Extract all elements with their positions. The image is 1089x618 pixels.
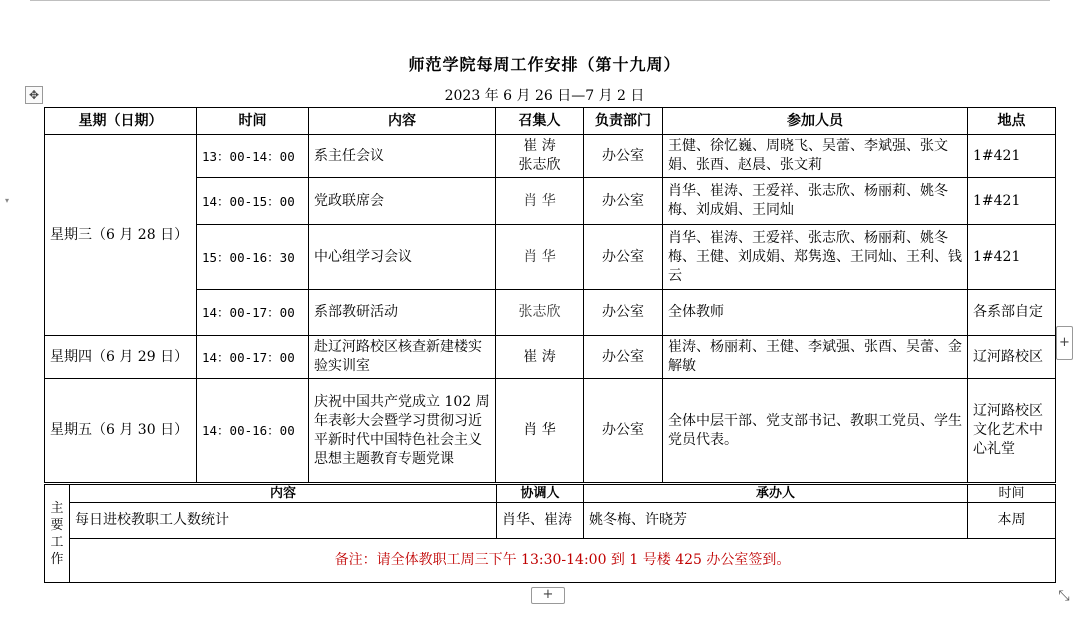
- table-row: [45, 178, 1056, 225]
- time-cell[interactable]: 14：00-17：00: [197, 336, 309, 379]
- convener-cell[interactable]: 崔 涛: [496, 336, 584, 379]
- note-row: [45, 539, 1056, 583]
- work-header-time: 时间: [968, 485, 1056, 503]
- convener-cell[interactable]: 肖 华: [496, 178, 584, 225]
- convener-cell[interactable]: 崔 涛 张志欣: [496, 135, 584, 178]
- note-cell[interactable]: 备注：请全体教职工周三下午 13:30-14:00 到 1 号楼 425 办公室签到。: [70, 539, 1056, 583]
- header-time: 时间: [197, 108, 309, 135]
- day-cell[interactable]: 星期五（6 月 30 日）: [45, 379, 197, 483]
- table-row: [45, 135, 1056, 178]
- time-cell[interactable]: 14：00-16：00: [197, 379, 309, 483]
- schedule-header-row: [45, 108, 1056, 135]
- content-cell[interactable]: 系部教研活动: [309, 290, 496, 336]
- convener-cell[interactable]: 肖 华: [496, 379, 584, 483]
- time-cell[interactable]: 14：00-15：00: [197, 178, 309, 225]
- add-row-button[interactable]: +: [531, 587, 565, 604]
- main-work-label: [45, 485, 70, 583]
- table-row: [45, 225, 1056, 290]
- participants-cell[interactable]: 崔涛、杨丽莉、王健、李斌强、张酉、吴蕾、金解敏: [663, 336, 968, 379]
- participants-cell[interactable]: 肖华、崔涛、王爱祥、张志欣、杨丽莉、姚冬梅、刘成娟、王同灿: [663, 178, 968, 225]
- header-convener: 召集人: [496, 108, 584, 135]
- participants-cell[interactable]: 全体教师: [663, 290, 968, 336]
- time-cell[interactable]: 13：00-14：00: [197, 135, 309, 178]
- work-handler-cell[interactable]: 姚冬梅、许晓芳: [584, 503, 968, 539]
- content-cell[interactable]: 赴辽河路校区核查新建楼实验实训室: [309, 336, 496, 379]
- table-row: [45, 290, 1056, 336]
- content-cell[interactable]: 中心组学习会议: [309, 225, 496, 290]
- document-date-range: 2023 年 6 月 26 日—7 月 2 日: [444, 88, 645, 104]
- document-title: 师范学院每周工作安排（第十九周）: [408, 55, 681, 74]
- main-work-table: [44, 484, 1056, 583]
- convener-cell[interactable]: 张志欣: [496, 290, 584, 336]
- content-cell[interactable]: 党政联席会: [309, 178, 496, 225]
- dept-cell[interactable]: 办公室: [584, 225, 663, 290]
- table-row: [45, 336, 1056, 379]
- work-content-cell[interactable]: 每日进校教职工人数统计: [70, 503, 497, 539]
- header-participants: 参加人员: [663, 108, 968, 135]
- dept-cell[interactable]: 办公室: [584, 135, 663, 178]
- convener-cell[interactable]: 肖 华: [496, 225, 584, 290]
- content-cell[interactable]: 庆祝中国共产党成立 102 周年表彰大会暨学习贯彻习近平新时代中国特色社会主义思想主题教育专题党课: [309, 379, 496, 483]
- location-cell[interactable]: 1#421: [968, 178, 1056, 225]
- work-time-cell[interactable]: 本周: [968, 503, 1056, 539]
- participants-cell[interactable]: 王健、徐忆巍、周晓飞、吴蕾、李斌强、张文娟、张酉、赵晨、张文莉: [663, 135, 968, 178]
- work-coordinator-cell[interactable]: 肖华、崔涛: [497, 503, 584, 539]
- dept-cell[interactable]: 办公室: [584, 336, 663, 379]
- work-header-content: 内容: [70, 485, 497, 503]
- main-work-header-row: [45, 485, 1056, 503]
- work-header-handler: 承办人: [584, 485, 968, 503]
- header-day: 星期（日期）: [45, 108, 197, 135]
- add-column-button[interactable]: +: [1056, 326, 1073, 360]
- weekly-schedule-table: [44, 107, 1056, 483]
- day-cell[interactable]: 星期四（6 月 29 日）: [45, 336, 197, 379]
- table-row: [45, 503, 1056, 539]
- dept-cell[interactable]: 办公室: [584, 290, 663, 336]
- header-dept: 负责部门: [584, 108, 663, 135]
- page-top-edge: [30, 0, 1050, 2]
- day-cell[interactable]: 星期三（6 月 28 日）: [45, 135, 197, 336]
- location-cell[interactable]: 辽河路校区: [968, 336, 1056, 379]
- header-content: 内容: [309, 108, 496, 135]
- location-cell[interactable]: 1#421: [968, 225, 1056, 290]
- header-location: 地点: [968, 108, 1056, 135]
- content-cell[interactable]: 系主任会议: [309, 135, 496, 178]
- dept-cell[interactable]: 办公室: [584, 178, 663, 225]
- table-resize-icon[interactable]: ⤡: [1058, 588, 1070, 604]
- location-cell[interactable]: 1#421: [968, 135, 1056, 178]
- work-header-coordinator: 协调人: [497, 485, 584, 503]
- table-move-icon[interactable]: ✥: [25, 86, 43, 104]
- time-cell[interactable]: 14：00-17：00: [197, 290, 309, 336]
- main-work-label-text: 主要工作: [50, 500, 64, 567]
- location-cell[interactable]: 各系部自定: [968, 290, 1056, 336]
- table-row: [45, 379, 1056, 483]
- participants-cell[interactable]: 全体中层干部、党支部书记、教职工党员、学生党员代表。: [663, 379, 968, 483]
- dept-cell[interactable]: 办公室: [584, 379, 663, 483]
- location-cell[interactable]: 辽河路校区文化艺术中心礼堂: [968, 379, 1056, 483]
- time-cell[interactable]: 15：00-16：30: [197, 225, 309, 290]
- margin-marker-icon: ▾: [5, 196, 10, 205]
- participants-cell[interactable]: 肖华、崔涛、王爱祥、张志欣、杨丽莉、姚冬梅、王健、刘成娟、郑隽逸、王同灿、王利、钱云: [663, 225, 968, 290]
